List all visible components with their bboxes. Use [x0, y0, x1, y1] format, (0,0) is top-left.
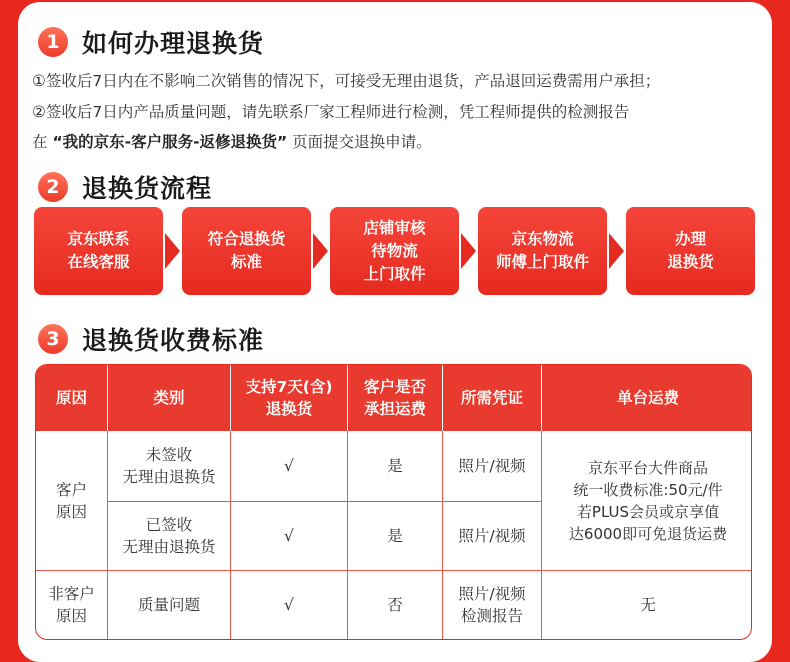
section-1-heading [38, 24, 264, 60]
proof-cell: 照片/视频 检测报告 [458, 585, 526, 625]
check-mark-icon: √ [284, 596, 294, 614]
flow-step: 京东物流 师傅上门取件 [478, 207, 607, 295]
table-header-cell: 客户是否 承担运费 [348, 365, 442, 431]
header-divider [107, 365, 108, 431]
section-2-heading [38, 169, 212, 205]
info-card [18, 2, 772, 662]
return-process-flow [34, 207, 760, 295]
fee-standard-table [35, 364, 752, 640]
flow-arrow-icon [461, 233, 476, 269]
policy-line-3-suffix: 页面提交退换申请。 [292, 133, 432, 151]
section-number-badge: 3 [38, 324, 68, 354]
service-path-text: “我的京东-客户服务-返修退换货” [52, 133, 288, 151]
table-header-cell: 所需凭证 [443, 365, 541, 431]
reason-cell-customer: 客户 原因 [55, 480, 87, 521]
bear-fee-cell: 是 [387, 457, 403, 475]
section-3-heading [38, 321, 264, 357]
header-divider [442, 365, 443, 431]
flow-step: 符合退换货 标准 [182, 207, 311, 295]
policy-line-3-prefix: 在 [32, 133, 48, 151]
header-divider [347, 365, 348, 431]
section-number-badge: 1 [38, 27, 68, 57]
table-header-cell: 原因 [36, 365, 107, 431]
flow-step: 京东联系 在线客服 [34, 207, 163, 295]
flow-arrow-icon [313, 233, 328, 269]
flow-arrow-icon [609, 233, 624, 269]
table-header-cell: 支持7天(含) 退换货 [231, 365, 347, 431]
policy-line-3 [32, 130, 432, 152]
section-title: 退换货流程 [82, 174, 213, 203]
table-header-cell: 类别 [108, 365, 230, 431]
flow-step: 办理 退换货 [626, 207, 755, 295]
category-cell: 已签收 无理由退换货 [122, 516, 216, 556]
fee-cell-noncustomer: 无 [640, 596, 656, 614]
flow-step: 店铺审核 待物流 上门取件 [330, 207, 459, 295]
section-title: 如何办理退换货 [82, 29, 265, 58]
check-mark-icon: √ [284, 457, 294, 475]
proof-cell: 照片/视频 [458, 457, 526, 475]
check-mark-icon: √ [284, 527, 294, 545]
section-title: 退换货收费标准 [82, 326, 265, 355]
policy-line-1: ①签收后7日内在不影响二次销售的情况下，可接受无理由退货，产品退回运费需用户承担； [32, 72, 661, 90]
fee-cell-customer: 京东平台大件商品 统一收费标准:50元/件 若PLUS会员或京享值 达6000即可免退货运费 [568, 458, 728, 543]
bear-fee-cell: 是 [387, 527, 403, 545]
category-cell: 未签收 无理由退换货 [122, 446, 216, 486]
table-header-cell: 单台运费 [542, 365, 752, 431]
flow-arrow-icon [165, 233, 180, 269]
policy-line-2: ②签收后7日内产品质量问题，请先联系厂家工程师进行检测，凭工程师提供的检测报告 [32, 103, 630, 121]
category-cell: 质量问题 [137, 596, 200, 614]
header-divider [230, 365, 231, 431]
header-divider [541, 365, 542, 431]
section-number-badge: 2 [38, 172, 68, 202]
bear-fee-cell: 否 [387, 596, 403, 614]
reason-cell-noncustomer: 非客户 原因 [48, 585, 95, 625]
proof-cell: 照片/视频 [458, 527, 526, 545]
